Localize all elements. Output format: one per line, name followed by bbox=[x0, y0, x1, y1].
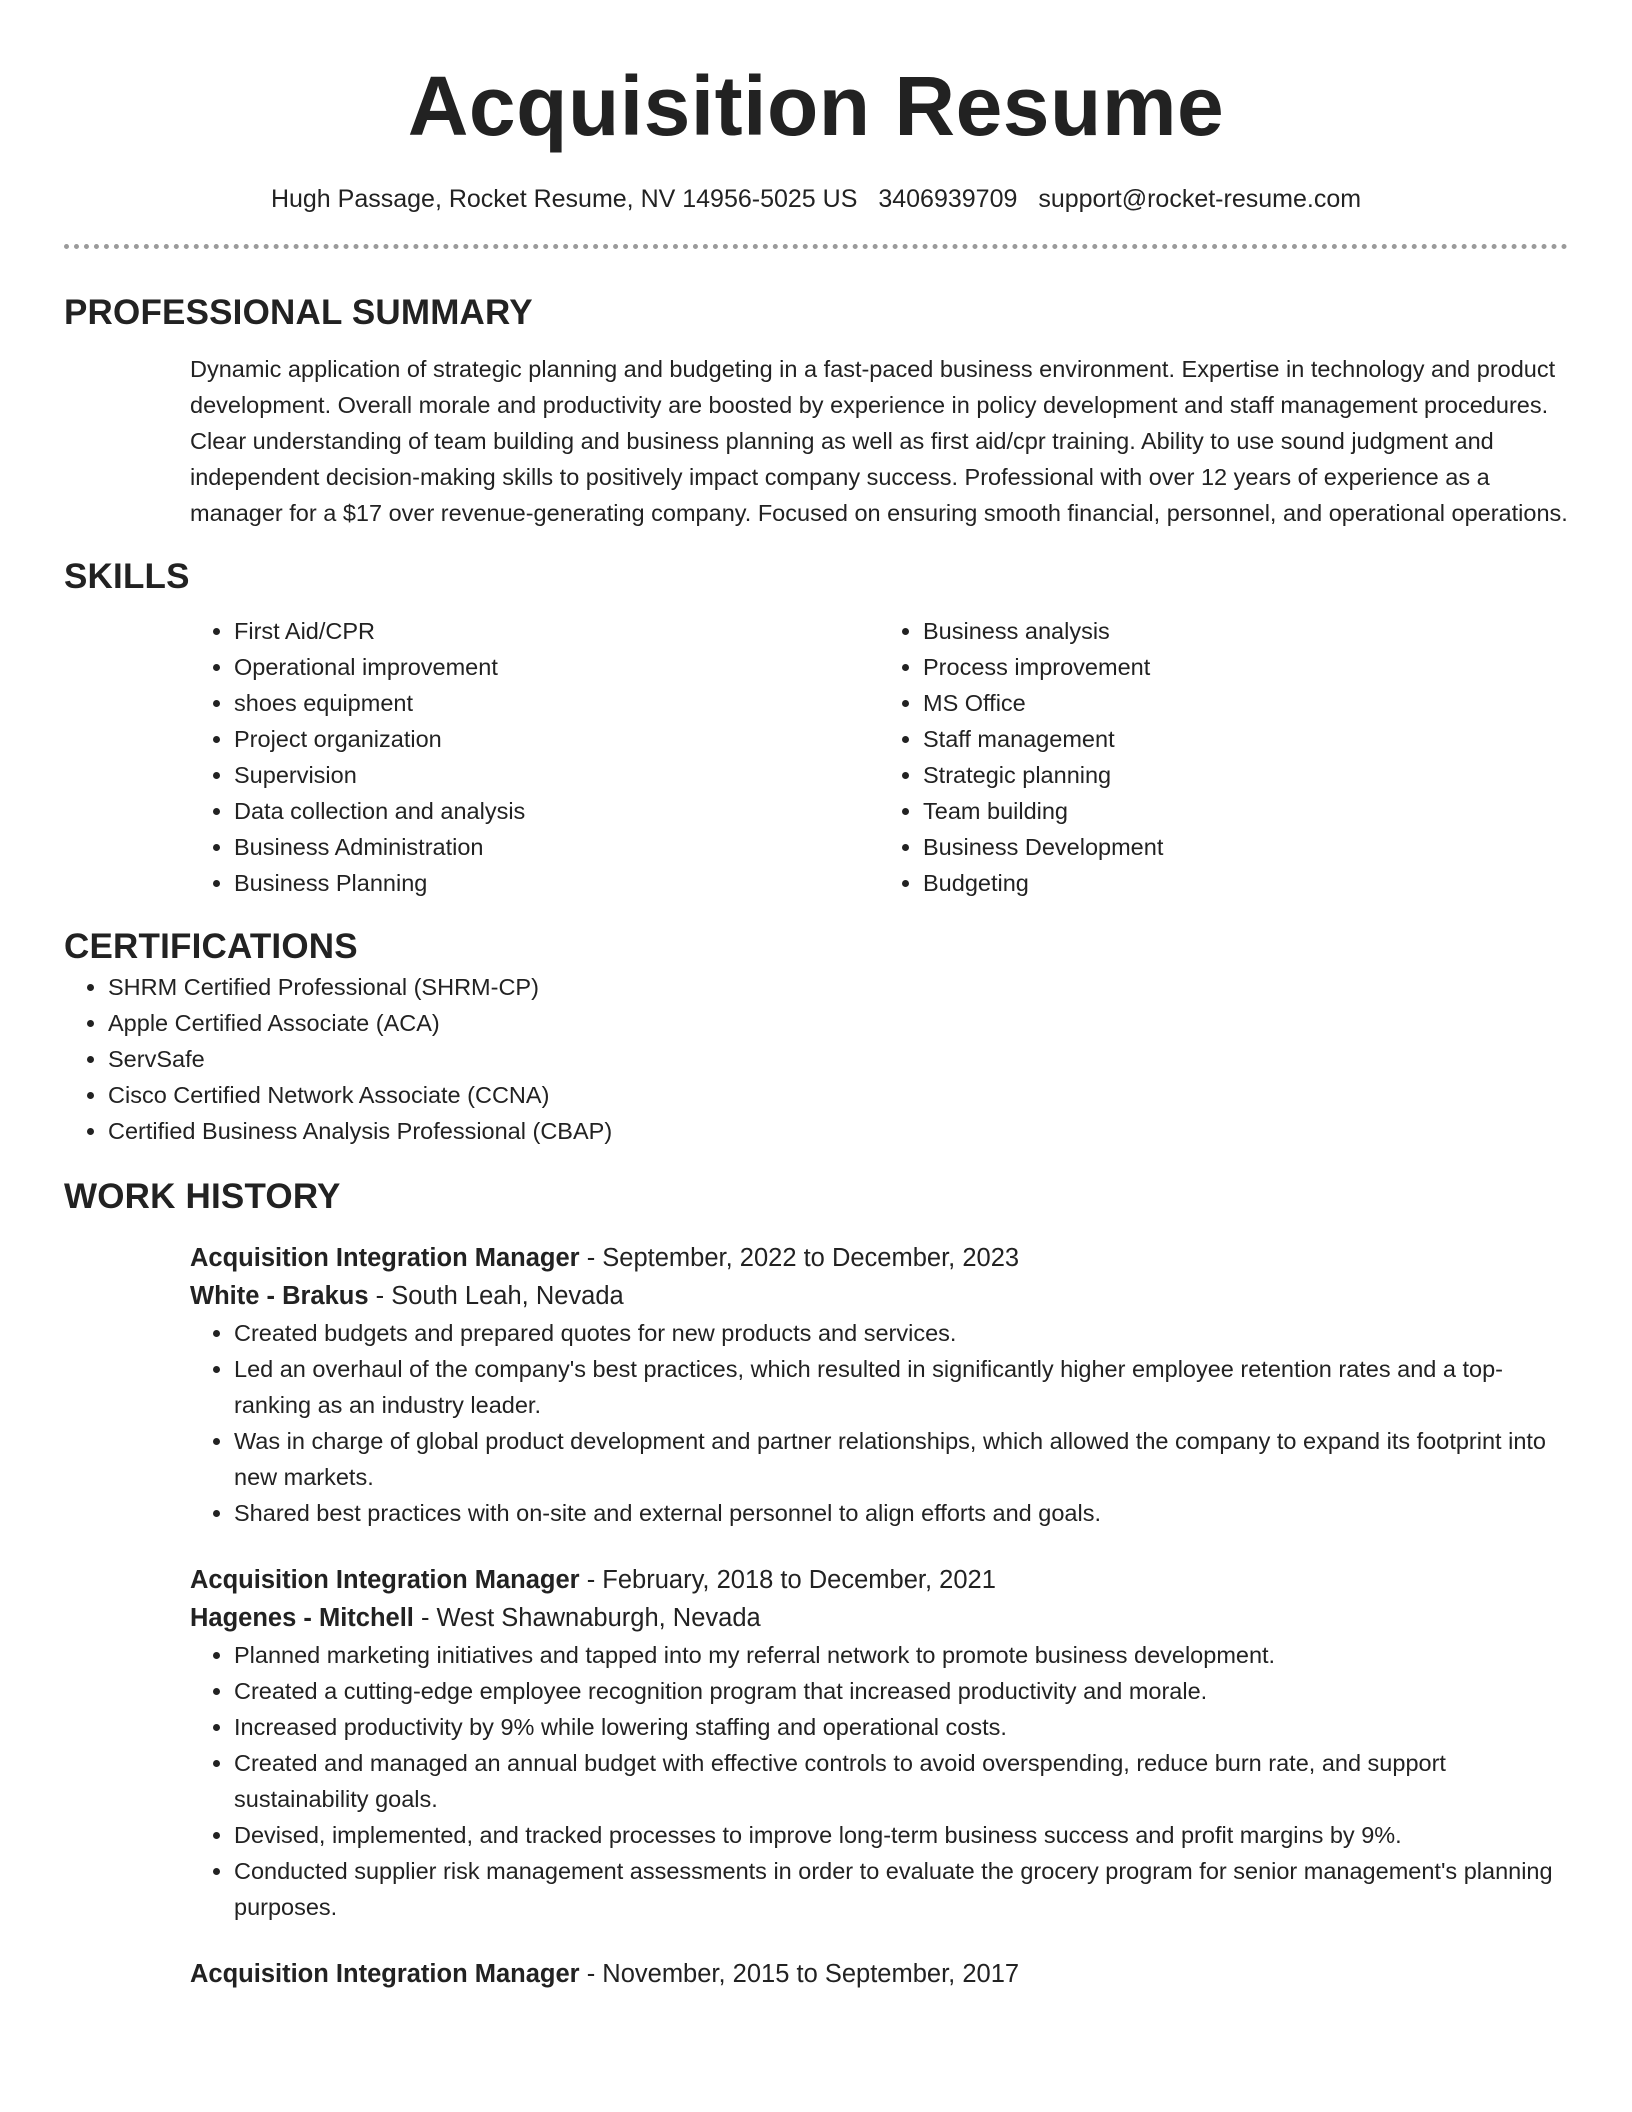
job-title-line bbox=[190, 1561, 1568, 1599]
skill-item: • Process improvement bbox=[923, 649, 1568, 685]
contact-phone: 3406939709 bbox=[878, 185, 1018, 213]
summary-text: Dynamic application of strategic planning and budgeting in a fast-paced business environment. Expertise in technology and product development. Overall morale and productivity are boosted by experience in policy development and staff management procedures. Clear understanding of team building and business planning as well as first aid/cpr training. Ability to use sound judgment and independent decision-making skills to positively impact company success. Professional with over 12 years of experience as a manager for a $17 over revenue-generating company. Focused on ensuring smooth financial, personnel, and operational operations. bbox=[190, 356, 1568, 526]
skill-item: • Strategic planning bbox=[923, 757, 1568, 793]
job-bullet: • Conducted supplier risk management assessments in order to evaluate the grocery program for senior management's planning purposes. bbox=[234, 1853, 1568, 1925]
skill-item: • Business Administration bbox=[234, 829, 879, 865]
skill-item: • Business analysis bbox=[923, 613, 1568, 649]
work-history-heading: WORK HISTORY bbox=[64, 1177, 341, 1216]
certifications-section bbox=[64, 925, 1568, 1149]
skill-item: • Supervision bbox=[234, 757, 879, 793]
job-bullet: • Created a cutting-edge employee recognition program that increased productivity and morale. bbox=[234, 1673, 1568, 1709]
certification-item: • SHRM Certified Professional (SHRM-CP) bbox=[108, 969, 1568, 1005]
job-entry bbox=[190, 1955, 1568, 1993]
certification-item: • Apple Certified Associate (ACA) bbox=[108, 1005, 1568, 1041]
job-title: Acquisition Integration Manager bbox=[190, 1244, 580, 1272]
job-title: Acquisition Integration Manager bbox=[190, 1566, 580, 1594]
job-location: - West Shawnaburgh, Nevada bbox=[413, 1604, 761, 1632]
job-bullet: • Led an overhaul of the company's best practices, which resulted in significantly higher employee retention rates and a top-ranking as an industry leader. bbox=[234, 1351, 1568, 1423]
job-company: White - Brakus bbox=[190, 1282, 369, 1310]
job-bullet: • Planned marketing initiatives and tapped into my referral network to promote business development. bbox=[234, 1637, 1568, 1673]
job-company: Hagenes - Mitchell bbox=[190, 1604, 414, 1632]
job-bullet: • Devised, implemented, and tracked processes to improve long-term business success and profit margins by 9%. bbox=[234, 1817, 1568, 1853]
contact-address: Hugh Passage, Rocket Resume, NV 14956-5025 US bbox=[270, 185, 858, 213]
skill-item: • Staff management bbox=[923, 721, 1568, 757]
skills-heading: SKILLS bbox=[64, 557, 190, 596]
job-entry bbox=[190, 1561, 1568, 1925]
skill-item: • First Aid/CPR bbox=[234, 613, 879, 649]
header-divider bbox=[64, 244, 1568, 249]
job-dates: - September, 2022 to December, 2023 bbox=[579, 1244, 1020, 1272]
certifications-heading: CERTIFICATIONS bbox=[64, 927, 358, 966]
skill-item: • Business Development bbox=[923, 829, 1568, 865]
job-company-line bbox=[190, 1599, 1568, 1637]
job-bullet: • Was in charge of global product development and partner relationships, which allowed the company to expand its footprint into new markets. bbox=[234, 1423, 1568, 1495]
job-bullet: • Increased productivity by 9% while lowering staffing and operational costs. bbox=[234, 1709, 1568, 1745]
job-title-line bbox=[190, 1955, 1568, 1993]
job-bullet: • Created budgets and prepared quotes for new products and services. bbox=[234, 1315, 1568, 1351]
job-bullet: • Shared best practices with on-site and external personnel to align efforts and goals. bbox=[234, 1495, 1568, 1531]
skills-left-column bbox=[190, 613, 879, 901]
certification-item: • Cisco Certified Network Associate (CCNA) bbox=[108, 1077, 1568, 1113]
job-bullets bbox=[190, 1315, 1568, 1531]
skill-item: • Team building bbox=[923, 793, 1568, 829]
skills-section bbox=[64, 555, 1568, 901]
job-entry bbox=[190, 1239, 1568, 1531]
certification-item: • ServSafe bbox=[108, 1041, 1568, 1077]
summary-heading: PROFESSIONAL SUMMARY bbox=[64, 293, 533, 332]
contact-email: support@rocket-resume.com bbox=[1038, 185, 1362, 213]
skill-item: • Data collection and analysis bbox=[234, 793, 879, 829]
skill-item: • MS Office bbox=[923, 685, 1568, 721]
skills-grid bbox=[190, 613, 1568, 901]
job-dates: - February, 2018 to December, 2021 bbox=[579, 1566, 996, 1594]
work-history-section bbox=[64, 1175, 1568, 1993]
job-bullet: • Created and managed an annual budget with effective controls to avoid overspending, reduce burn rate, and support sustainability goals. bbox=[234, 1745, 1568, 1817]
skill-item: • Project organization bbox=[234, 721, 879, 757]
skill-item: • Business Planning bbox=[234, 865, 879, 901]
job-bullets bbox=[190, 1637, 1568, 1925]
skills-right-column bbox=[879, 613, 1568, 901]
job-title-line bbox=[190, 1239, 1568, 1277]
skill-item: • Budgeting bbox=[923, 865, 1568, 901]
skill-item: • shoes equipment bbox=[234, 685, 879, 721]
job-dates: - November, 2015 to September, 2017 bbox=[579, 1960, 1020, 1988]
job-company-line bbox=[190, 1277, 1568, 1315]
summary-section bbox=[64, 291, 1568, 531]
certifications-list bbox=[64, 969, 1568, 1149]
skill-item: • Operational improvement bbox=[234, 649, 879, 685]
certification-item: • Certified Business Analysis Professional (CBAP) bbox=[108, 1113, 1568, 1149]
job-title: Acquisition Integration Manager bbox=[190, 1960, 580, 1988]
contact-line bbox=[64, 184, 1568, 214]
job-location: - South Leah, Nevada bbox=[368, 1282, 624, 1310]
resume-title: Acquisition Resume bbox=[407, 59, 1225, 153]
